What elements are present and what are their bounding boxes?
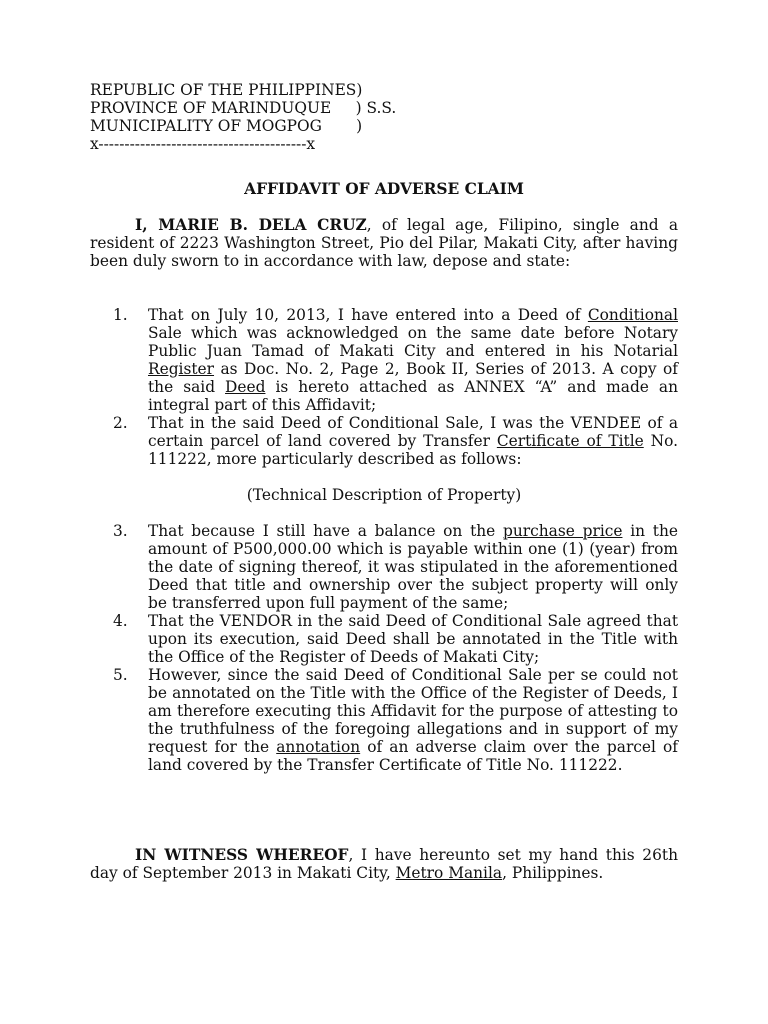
venue-separator: x----------------------------------------x bbox=[90, 135, 316, 153]
witness-lead: IN WITNESS WHEREOF bbox=[135, 846, 349, 864]
item-number: 4. bbox=[113, 612, 128, 630]
technical-description: (Technical Description of Property) bbox=[246, 486, 522, 504]
item-text: That on July 10, 2013, I have entered into a Deed of bbox=[148, 306, 588, 324]
item-text: of an adverse claim over the parcel of land covered by the Transfer Certificate of Title No. 111222. bbox=[148, 738, 679, 774]
allegation-item bbox=[90, 612, 678, 666]
item-text: However, since the said Deed of Conditional Sale per se could not be annotated on the Title with the Office of the Register of Deeds, I am therefore executing this Affidavit for the purpose of attesting to the truthfulness of the foregoing allegations and in support of my request for the bbox=[148, 666, 678, 756]
item-number: 2. bbox=[113, 414, 128, 432]
allegations-list bbox=[90, 306, 678, 774]
item-underlined-text: Conditional bbox=[587, 306, 678, 324]
item-text: in the amount of P500,000.00 which is payable within one (1) (year) from the date of signing thereof, it was stipulated in the aforementioned Deed that title and ownership over the subject property will only be transferred upon full payment of the same; bbox=[148, 522, 678, 612]
allegation-item bbox=[90, 666, 678, 774]
witness-place: Metro Manila bbox=[395, 864, 503, 882]
item-number: 1. bbox=[113, 306, 128, 324]
witness-text: , I have hereunto set my hand this 26th day of September 2013 in Makati City, bbox=[90, 846, 678, 882]
item-underlined-text: purchase price bbox=[503, 522, 623, 540]
intro-paragraph bbox=[90, 216, 678, 270]
allegation-item bbox=[90, 414, 678, 468]
intro-text: , of legal age, Filipino, single and a resident of 2223 Washington Street, Pio del Pilar, Makati City, after having been duly sworn to in accordance with law, depose and state: bbox=[90, 216, 678, 270]
witness-paragraph bbox=[90, 846, 678, 882]
item-underlined-text: Certificate of Title bbox=[496, 432, 644, 450]
item-text: That the VENDOR in the said Deed of Conditional Sale agreed that upon its execution, said Deed shall be annotated in the Title with the Office of the Register of Deeds of Makati City; bbox=[148, 612, 678, 666]
document-title: AFFIDAVIT OF ADVERSE CLAIM bbox=[244, 180, 524, 198]
venue-municipality: MUNICIPALITY OF MOGPOG ) bbox=[90, 117, 363, 135]
item-number: 3. bbox=[113, 522, 128, 540]
item-underlined-text: annotation bbox=[276, 738, 361, 756]
item-text: No. 111222, more particularly described as follows: bbox=[148, 432, 678, 468]
venue-province: PROVINCE OF MARINDUQUE ) S.S. bbox=[90, 99, 397, 117]
item-text: as Doc. No. 2, Page 2, Book II, Series of 2013. A copy of the said bbox=[148, 360, 678, 396]
item-underlined-text: Deed bbox=[225, 378, 266, 396]
affiant-name: I, MARIE B. DELA CRUZ bbox=[135, 216, 367, 234]
venue-block bbox=[90, 81, 396, 153]
item-underlined-text: Register bbox=[148, 360, 215, 378]
venue-republic: REPUBLIC OF THE PHILIPPINES) bbox=[90, 81, 363, 99]
allegation-item bbox=[90, 306, 678, 414]
item-number: 5. bbox=[113, 666, 128, 684]
allegation-item bbox=[90, 522, 678, 612]
item-text: Sale which was acknowledged on the same date before Notary Public Juan Tamad of Makati City and entered in his Notarial bbox=[148, 324, 678, 360]
item-text: That in the said Deed of Conditional Sale, I was the VENDEE of a certain parcel of land covered by Transfer bbox=[148, 414, 678, 450]
item-text: is hereto attached as ANNEX “A” and made an integral part of this Affidavit; bbox=[148, 378, 678, 414]
witness-text: , Philippines. bbox=[502, 864, 604, 882]
item-text: That because I still have a balance on the bbox=[148, 522, 504, 540]
